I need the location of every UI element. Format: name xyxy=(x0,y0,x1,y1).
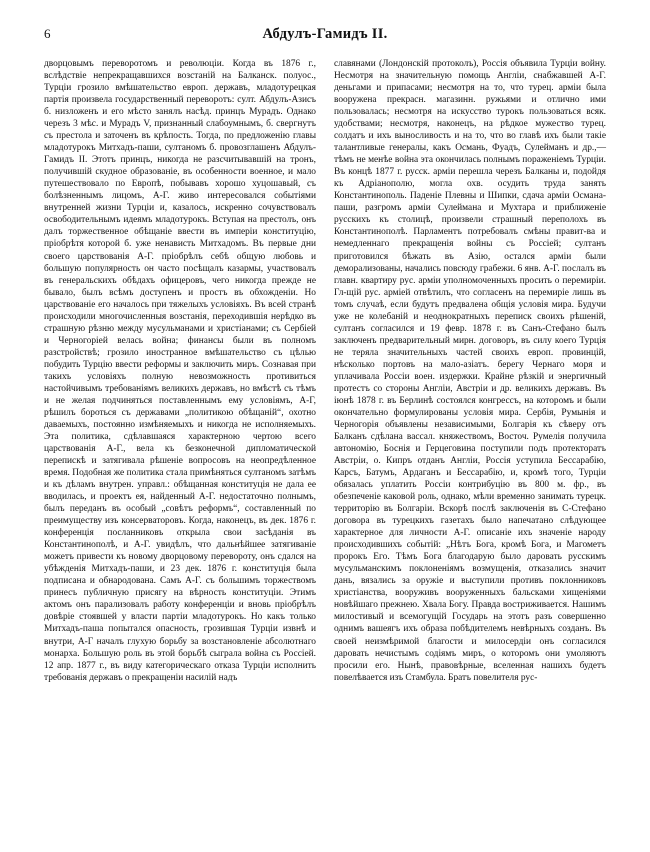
paragraph: дворцовымъ переворотомъ и революціи. Когда въ 1876 г., вслѣдствіе непрекращавшихся возстаній на Балканск. полуос., Турціи грозило вмѣшательство европ. державъ, младотурецкая партія произвела государственный переворотъ: султ. Абдулъ-Азисъ б. низложенъ и его мѣсто занялъ насѣд. принцъ Мурадъ. Однако черезъ 3 мѣс. и Мурадъ V, признанный слабоумнымъ, б. свергнутъ съ престола и заточенъ въ крѣпость. Тогда, по предложенію главы младотурокъ Митхадъ-паши, султаномъ б. провозглашенъ Абдулъ-Гамидъ II. Этотъ принцъ, никогда не разсчитывавшій на тронъ, получившій скудное образованіе, въ особенности военное, и мало путешествовало по Европѣ, побывавъ хорошо хуцошавый, съ болѣзненнымъ лицомъ, А-Г. живо интересовался событіями внутренней жизни Турціи и, казалось, искренно сочувствовалъ освободительнымъ идеямъ младотурокъ. Вступая на престолъ, онъ далъ торжественное обѣщаніе ввести въ имперіи конституцію, пріобрѣтя которой б. уже ненависть Митхадомъ. Въ первые дни своего царствованія А-Г. пріобрѣлъ себѣ общую любовь и большую популярность он часто посѣщалъ казармы, участвовалъ въ генеральскихъ обѣдахъ офицеровъ, чего никогда прежде не бывало, былъ всѣмъ доступенъ и простъ въ обхожденіи. Но царствованіе его началось при тяжелыхъ условіяхъ. Въ всей странѣ происходили многочисленныя возстанія, переходившія нерѣдко въ страшную рѣзню между мусульманами и христіанами; съ Сербіей и Черногоріей велась война; финансы были въ полномъ разстройствѣ; грозило иностранное вмѣшательство съ цѣлью побудить Турцію ввести реформы и заключить миръ. Сознавая при такихъ условіяхъ полную невозможность противиться настойчивымъ требованіямъ великихъ державъ, но вмѣстѣ съ тѣмъ и не желая подчиняться поставленнымъ ему условіямъ, А-Г, рѣшилъ бороться съ державами „политикою обѣщаній“, охотно даваемыхъ, постоянно измѣняемыхъ и никогда не исполняемыхъ. Эта политика, сдѣлавшаяся характерною чертою всего царствованія А-Г., вела къ безконечной дипломатической перепискѣ и затягивала рѣшеніе вопросовъ на неопредѣленное время. Подобная же политика стала примѣняться султаномъ затѣмъ и къ дѣламъ внутрен. управл.: обѣщанная конституція не дала ее вводилась, и проектъ ея, найденный А-Г. недостаточно полнымъ, былъ переданъ въ особый „совѣтъ реформъ“, составленный по преимуществу изъ консерваторовъ. Когда, наконецъ, въ дек. 1876 г. конференція посланниковъ открыла свои засѣданія въ Константинополѣ, и А-Г. увидѣлъ, что дальнѣйшее затягиваніе можетъ привести къ новому дворцовому перевороту, онъ сдался на убѣжденія Митхадъ-паши, и 23 дек. 1876 г. конституція была подписана и обнародована. Самъ А-Г. съ большимъ торжествомъ принесъ публичную присягу на вѣрность конституціи. Этимъ актомъ онъ парализовалъ работу конференціи и вновь пріобрѣлъ довѣріе стоявшей у власти партіи младотурокъ. Но какъ только Митхадъ-паша попытался опасность, грозившая Турціи извнѣ и внутри, А-Г началъ глухую борьбу за возстановленіе абсолютнаго монарха. Большую роль въ этой борьбѣ сыграла война съ Россіей. 12 апр. 1877 г., въ виду категорическаго отказа Турціи исполнить требованія державъ о прекращеніи насилій надъ xyxy=(44,59,316,683)
column-left xyxy=(44,58,316,684)
text-columns xyxy=(44,58,606,684)
page-header xyxy=(44,26,606,48)
running-title: Абдулъ-Гамидъ II. xyxy=(262,26,388,42)
page-number: 6 xyxy=(44,26,51,41)
paragraph: славянами (Лондонскій протоколъ), Россія объявила Турціи войну. Несмотря на значительную помощь Англіи, снабжавшей А-Г. деньгами и припасами; несмотря на то, что турец. арміи была вооружена прекрасн. магазинн. ружьями и отлично ими пользовалась; несмотря на искусство турокъ пользоваться всяк. удобствами; несмотря, наконецъ, на рѣдкое мужество турец. солдатъ и ихъ выносливость и на то, что во главѣ ихъ были такіе талантливые генералы, какъ Османь, Фуадъ, Сулейманъ и др.,—тѣмъ не менѣе война эта окончилась полнымъ пораженіемъ Турціи. Въ концѣ 1877 г. русск. арміи перешла черезъ Балканы и, подойдя къ Адріанополю, могла охв. осудить труда занять Константинополь. Паденіе Плевны и Шипки, сдача арміи Османа-паши, разгромъ арміи Сулеймана и Мухтара и приближеніе русскихъ къ столицѣ, произвели страшный переполохъ въ Константинополѣ. Парламентъ потребовалъ смѣны правит-ва и немедленнаго прекращенія войны съ Россіей; султанъ приготовился бѣжать въ Азію, остался арміи были деморализованы, начались повсюду грабежи. 6 янв. А-Г. послалъ въ главн. квартиру рус. арміи уполномоченныхъ просить о перемиріи. Гл-щій рус. арміей отвѣтилъ, что согласенъ на перемиріе лишь въ томъ случаѣ, если будутъ предвалена общія условія мира. Будучи уже не колебаній и неоднократныхъ переписк своихъ рѣшеній, султанъ согласился и 19 февр. 1878 г. въ Санъ-Стефано былъ заключенъ предварительный мирн. договоръ, въ силу коего Турція не теряла значительныхъ частей своихъ европ. провинцій, нѣсколько портовъ на мало-азіатъ. берегу Чернаго моря и уплачивала Россіи воен. издержки. Крайне рѣзкій и энергичный протестъ со стороны Англіи, Австріи и др. великихъ державъ. Въ іюнѣ 1878 г. въ Берлинѣ состоялся конгрессъ, на которомъ и были окончательно формулированы условія мира. Сербія, Румынія и Черногорія объявлены независимыми, Болгарія къ сѣверу отъ Балканъ сдѣлана вассал. княжествомъ, Восточ. Румелія получила автономію, Боснія и Герцеговина поступили подъ протекторатъ Австріи, о. Кипръ отданъ Англіи, Россія уступила Бессарабію, Карсъ, Батумъ, Ардаганъ и Бессарабію, и, кромѣ того, Турціи обязалась уплатить Россіи контрибуцію въ 800 м. фр., въ обезпеченіе каковой роль, однако, мѣли временно занимать турецк. территорію въ Болгаріи. Вскорѣ послѣ заключенія въ С-Стефано договора въ турецкихъ газетахъ было напечатано слѣдующее характерное для личности А-Г. описаніе ихъ значеніе народу происходившихъ событій: „Нѣтъ Бога, кромѣ Бога, и Магометъ пророкъ Его. Тѣмъ Бога благодарую было даровать русскимъ мусульманскимъ поклоненіямъ возмущенія, отказались значит дань, вязались за оружіе и выступили противъ поклонниковъ христіанства, вооруживъ вооруженныхъ бальсками хищеніями новѣйшаго прежнею. Хвала Богу. Правда востриживается. Нашимъ милостивый и всемогущій Государь на этотъ разъ совершенно однимъ вашеягъ ихъ образа побѣдителемъ невѣрныхъ созданъ. Въ своей неизмѣримой благости и милосердіи онъ согласился даровать нечистымъ содіямъ миръ, о которомъ они умоляютъ просили его. Нынѣ, правовѣрные, вселенная нашихъ будетъ повелѣвается изъ Стамбула. Братъ повелителя рус- xyxy=(334,59,606,683)
column-right xyxy=(334,58,606,684)
